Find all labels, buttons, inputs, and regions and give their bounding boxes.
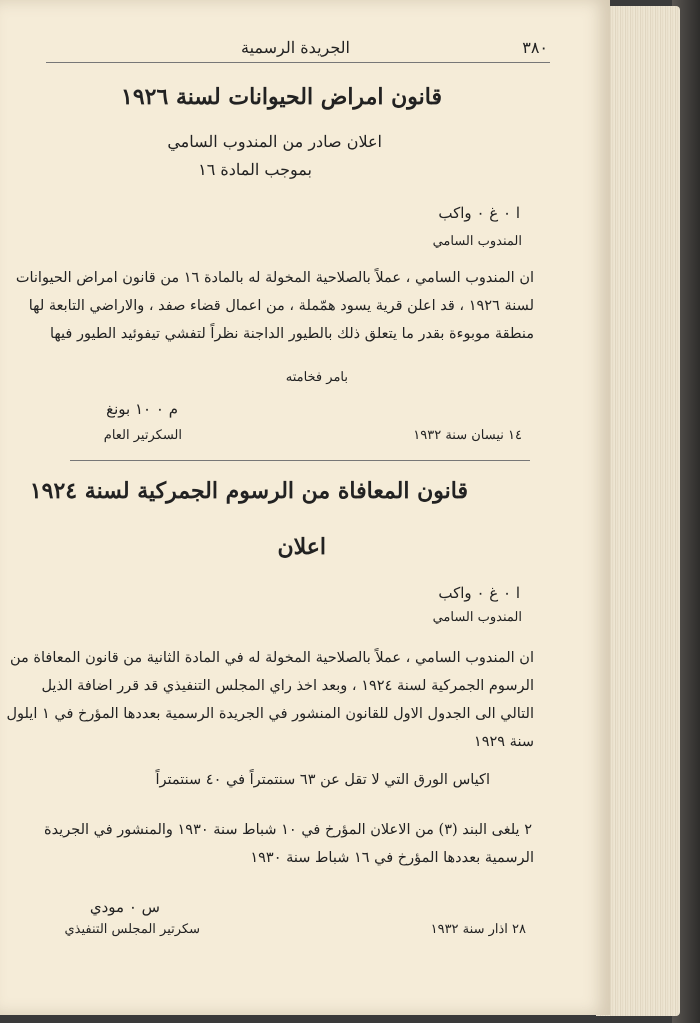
section1-date: ١٤ نيسان سنة ١٩٣٢ <box>413 428 522 443</box>
running-title: الجريدة الرسمية <box>240 38 350 57</box>
section2-clause-line: ٢ يلغى البند (٣) من الاعلان المؤرخ في ١٠ شباط سنة ١٩٣٠ والمنشور في الجريدة <box>43 822 532 838</box>
section1-signer: ا ٠ غ ٠ واكب <box>438 204 520 222</box>
section2-date: ٢٨ اذار سنة ١٩٣٢ <box>430 922 526 937</box>
section2-title: قانون المعافاة من الرسوم الجمركية لسنة ١٩٢٤ <box>29 478 468 504</box>
section2-subtitle: اعلان <box>277 534 326 560</box>
header-rule <box>46 62 550 63</box>
section1-secretary-title: السكرتير العام <box>103 428 182 443</box>
section2-paragraph-line: الرسوم الجمركية لسنة ١٩٢٤ ، وبعد اخذ راي المجلس التنفيذي قد قرر اضافة الذيل <box>41 678 534 694</box>
section1-paragraph-line: ان المندوب السامي ، عملاً بالصلاحية المخولة له بالمادة ١٦ من قانون امراض الحيوانات <box>15 270 534 286</box>
section2-secretary-name: س ٠ مودي <box>89 898 160 916</box>
section1-by-order: بامر فخامته <box>285 370 348 385</box>
section2-clause-line: الرسمية بعددها المؤرخ في ١٦ شباط سنة ١٩٣٠ <box>250 850 534 866</box>
section1-paragraph-line: لسنة ١٩٢٦ ، قد اعلن قرية يسود همّملة ، من اعمال قضاء صفد ، والاراضي التابعة لها <box>28 298 534 314</box>
section2-paragraph-line: سنة ١٩٢٩ <box>473 734 534 750</box>
section1-secretary-name: م ٠ ١٠ بونغ <box>106 400 178 418</box>
section1-subtitle2: بموجب المادة ١٦ <box>198 160 312 179</box>
section2-item-line: اكياس الورق التي لا تقل عن ٦٣ سنتمتراً في ٤٠ سنتمتراً <box>155 772 490 788</box>
section2-secretary-title: سكرتير المجلس التنفيذي <box>64 922 200 937</box>
section2-signer-title: المندوب السامي <box>432 610 522 625</box>
section1-title: قانون امراض الحيوانات لسنة ١٩٢٦ <box>121 84 442 110</box>
section1-paragraph-line: منطقة موبوءة بقدر ما يتعلق ذلك بالطيور الداجنة نظراً لتفشي تيفوئيد الطيور فيها <box>49 326 534 342</box>
page-number: ٣٨٠ <box>522 38 548 57</box>
section1-subtitle: اعلان صادر من المندوب السامي <box>167 132 382 151</box>
section1-signer-title: المندوب السامي <box>432 234 522 249</box>
section2-paragraph-line: التالي الى الجدول الاول للقانون المنشور في الجريدة الرسمية بعددها المؤرخ في ١ ايلول <box>6 706 534 722</box>
section2-paragraph-line: ان المندوب السامي ، عملاً بالصلاحية المخولة له في المادة الثانية من قانون المعافاة من <box>9 650 534 666</box>
section2-signer: ا ٠ غ ٠ واكب <box>438 584 520 602</box>
section-separator <box>70 460 530 461</box>
